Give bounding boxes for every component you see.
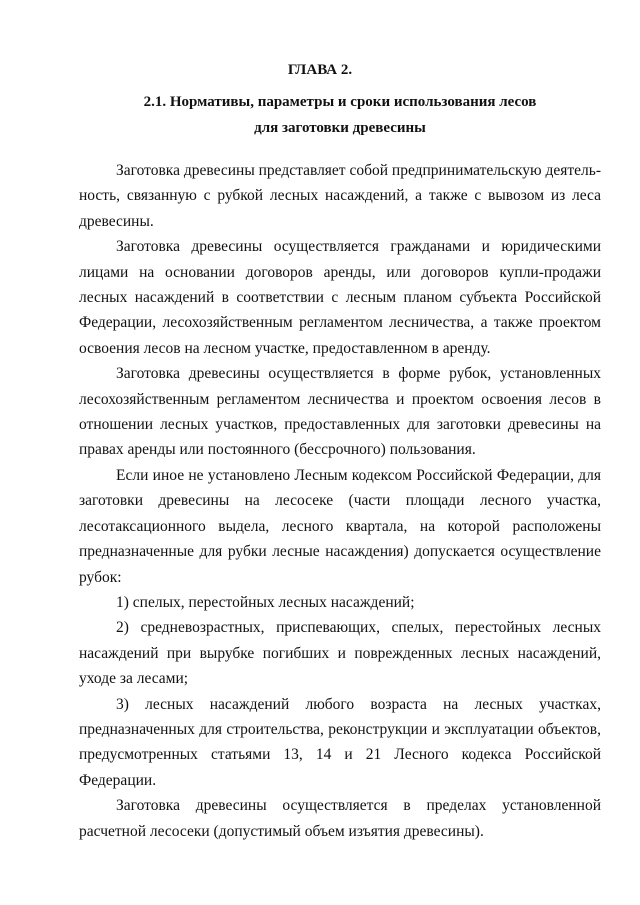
- section-title-line-1: 2.1. Нормативы, параметры и сроки использования лесов: [143, 94, 537, 110]
- list-item-1: 1) спелых, перестойных лесных насаждений;: [116, 593, 415, 611]
- paragraph-permitted-fellings: Если иное не установлено Лесным кодексом Российской Федерации, для заготовки древесины на лесосеке (части площади лесного участка, лесотаксационного выдела, лесного квартала, на которой расположены предназначенные для рубки лесные насаждения) допускается осуществление рубок:: [79, 466, 601, 586]
- paragraph-legal-basis: Заготовка древесины осуществляется гражданами и юридическими лицами на основании договоров аренды, или договоров купли-продажи лесных насаждений в соответствии с лесным планом субъекта Российской Федерации, лесохозяйственным регламентом лесничества, а также проектом освоения лесов на лесном участке, предоставленном в аренду.: [79, 238, 601, 357]
- paragraph-felling-form: Заготовка древесины осуществляется в форме рубок, установленных лесохозяйственным регламентом лесничества и проектом освоения лесов в отношении лесных участков, предоставленных для заготовки древесины на правах аренды или постоянного (бессрочного) пользования.: [79, 365, 601, 459]
- paragraph-allowable-cut: Заготовка древесины осуществляется в пределах установленной расчетной лесосеки (допустимый объем изъятия древесины).: [79, 797, 601, 840]
- list-item-2: 2) средневозрастных, приспевающих, спелых, перестойных лесных насаждений при вырубке погибших и поврежденных лесных насаждений, уходе за лесами;: [79, 619, 601, 688]
- list-item-3: 3) лесных насаждений любого возраста на лесных участках, предназначенных для строительства, реконструкции и эксплуатации объектов, предусмотренных статьями 13, 14 и 21 Лесного кодекса Российской Федерации.: [79, 695, 601, 789]
- paragraph-definition: Заготовка древесины представляет собой предпринимательскую деятельность, связанную с рубкой лесных насаждений, а также с вывозом из леса древесины.: [79, 162, 601, 230]
- chapter-heading: ГЛАВА 2.: [287, 62, 353, 78]
- body-text: [79, 158, 601, 844]
- section-title-line-2: для заготовки древесины: [254, 120, 426, 136]
- section-title: [110, 89, 570, 141]
